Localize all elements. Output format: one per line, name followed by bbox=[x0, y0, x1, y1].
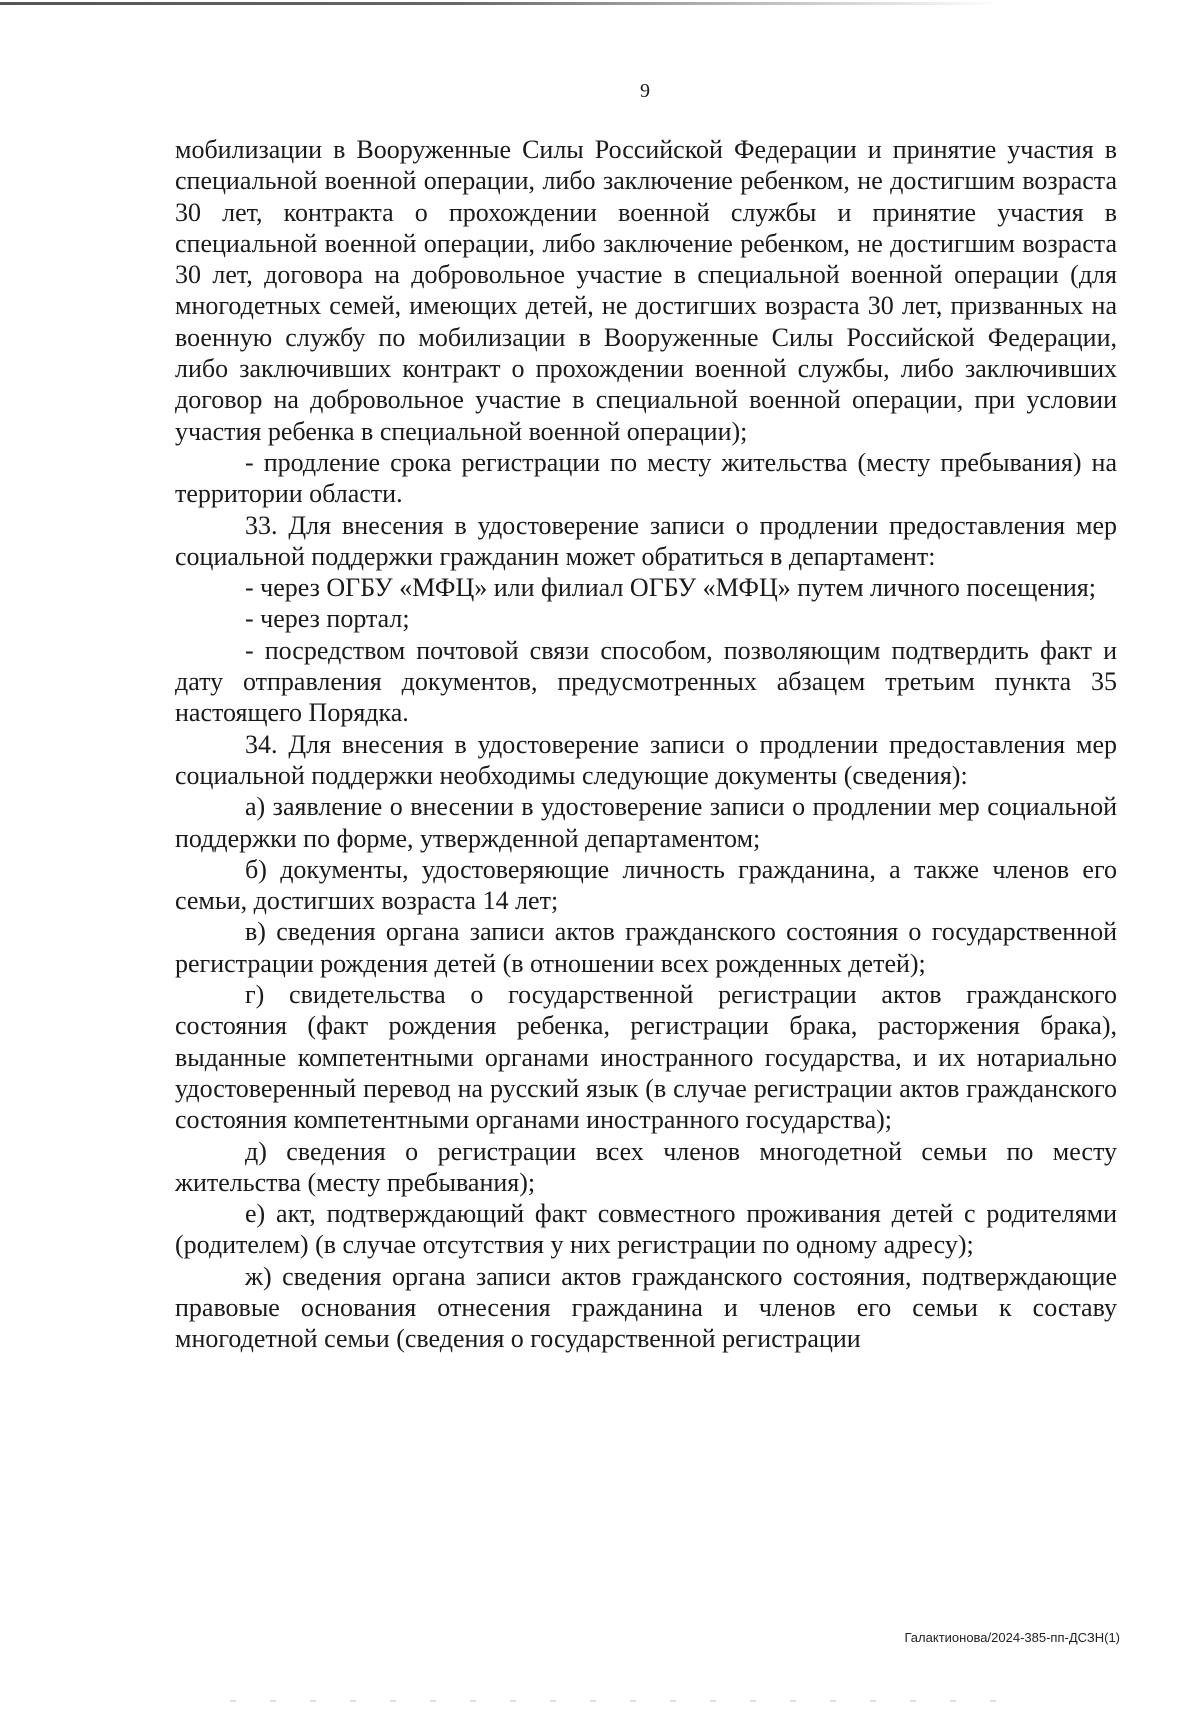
paragraph-13: е) акт, подтверждающий факт совместного проживания детей с родителями (родителем) (в случае отсутствия у них регистрации по одному адресу); bbox=[175, 1199, 1117, 1260]
paragraph-10: в) сведения органа записи актов гражданского состояния о государственной регистрации рождения детей (в отношении всех рожденных детей); bbox=[175, 917, 1117, 978]
paragraph-7: 34. Для внесения в удостоверение записи о продлении предоставления мер социальной поддержки необходимы следующие документы (сведения): bbox=[175, 729, 1117, 790]
paragraph-5: - через портал; bbox=[245, 604, 410, 634]
paragraph-2: - продление срока регистрации по месту жительства (месту пребывания) на территории области. bbox=[175, 447, 1117, 509]
paragraph-9: б) документы, удостоверяющие личность гражданина, а также членов его семьи, достигших возраста 14 лет; bbox=[175, 854, 1117, 916]
document-body bbox=[175, 134, 1117, 1355]
paragraph-4: - через ОГБУ «МФЦ» или филиал ОГБУ «МФЦ» путем личного посещения; bbox=[245, 573, 1096, 603]
paragraph-3: 33. Для внесения в удостоверение записи о продлении предоставления мер социальной поддержки гражданин может обратиться в департамент: bbox=[175, 510, 1117, 571]
paragraph-11: г) свидетельства о государственной регистрации актов гражданского состояния (факт рождения ребенка, регистрации брака, расторжения брака), выданные компетентными органами иностранного государства, и их нотариально удостоверенный перевод на русский язык (в случае регистрации актов гражданского состояния компетентными органами иностранного государства); bbox=[175, 980, 1117, 1135]
paragraph-12: д) сведения о регистрации всех членов многодетной семьи по месту жительства (месту пребывания); bbox=[175, 1136, 1117, 1197]
page-number: 9 bbox=[640, 80, 650, 102]
scan-edge-line bbox=[0, 2, 1000, 5]
paragraph-8: а) заявление о внесении в удостоверение записи о продлении мер социальной поддержки по форме, утвержденной департаментом; bbox=[175, 792, 1117, 853]
paragraph-14: ж) сведения органа записи актов гражданского состояния, подтверждающие правовые основания отнесения гражданина и членов его семьи к составу многодетной семьи (сведения о государственной регистрации bbox=[175, 1261, 1117, 1354]
paragraph-1: мобилизации в Вооруженные Силы Российской Федерации и принятие участия в специальной военной операции, либо заключение ребенком, не достигшим возраста 30 лет, контракта о прохождении военной службы и принятие участия в специальной военной операции, либо заключение ребенком, не достигшим возраста 30 лет, договора на добровольное участие в специальной военной операции (для многодетных семей, имеющих детей, не достигших возраста 30 лет, призванных на военную службу по мобилизации в Вооруженные Силы Российской Федерации, либо заключивших контракт о прохождении военной службы, либо заключивших договор на добровольное участие в специальной военной операции, при условии участия ребенка в специальной военной операции); bbox=[175, 135, 1117, 446]
scan-bottom-artifacts bbox=[230, 1700, 1030, 1702]
paragraph-6: - посредством почтовой связи способом, позволяющим подтвердить факт и дату отправления документов, предусмотренных абзацем третьим пункта 35 настоящего Порядка. bbox=[175, 635, 1117, 728]
footer-document-code: Галактионова/2024-385-пп-ДСЗН(1) bbox=[904, 1630, 1120, 1645]
